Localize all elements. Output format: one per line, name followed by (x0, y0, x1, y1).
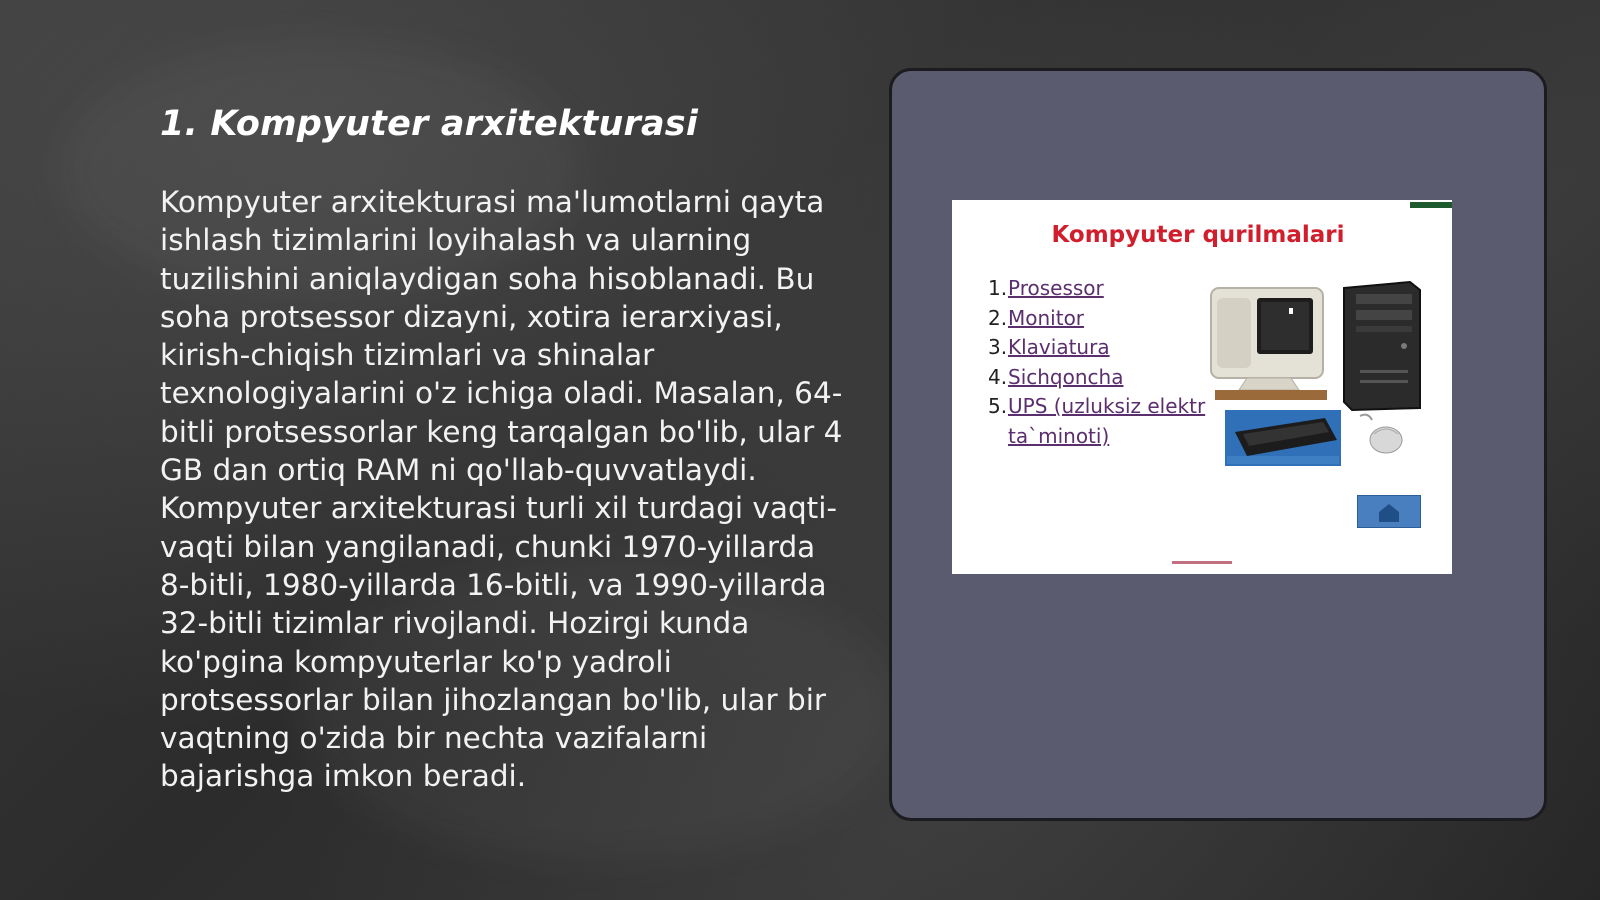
link-ups-cont[interactable]: ta`minoti) (1008, 423, 1110, 448)
embedded-slide-title: Kompyuter qurilmalari (1051, 222, 1345, 248)
embedded-footer (1172, 561, 1232, 564)
link-ups[interactable]: UPS (uzluksiz elektr (1008, 394, 1206, 419)
link-sichqoncha[interactable]: Sichqoncha (1008, 364, 1124, 389)
list-item-continuation (988, 422, 1205, 452)
link-prosessor[interactable]: Prosessor (1008, 276, 1104, 300)
logo-tag (1410, 202, 1452, 208)
list-number: 1. (988, 276, 1008, 300)
home-icon (1376, 501, 1402, 523)
image-frame (889, 68, 1547, 821)
list-item (988, 274, 1205, 304)
list-item (988, 333, 1205, 363)
keyboard-image (1225, 410, 1341, 466)
pc-tower-image (1340, 280, 1424, 412)
crt-monitor-image (1207, 284, 1331, 402)
list-number: 5. (988, 394, 1008, 419)
list-number: 4. (988, 364, 1008, 389)
list-number: 3. (988, 335, 1008, 360)
list-item (988, 304, 1205, 334)
link-monitor[interactable]: Monitor (1008, 305, 1085, 330)
slide-body-text: Kompyuter arxitekturasi ma'lumotlarni qayta ishlash tizimlarini loyihalash va ularning tuzilishini aniqlaydigan soha hisoblanadi. Bu soha protsessor dizayni, xotira ierarxiyasi, kirish-chiqish tizimlari va shinalar texnologiyalarini o'z ichiga oladi. Masalan, 64-bitli protsessorlar keng tarqalgan bo'lib, ular 4 GB dan ortiq RAM ni qo'llab-quvvatlaydi. Kompyuter arxitekturasi turli xil turdagi vaqti-vaqti bilan yangilanadi, chunki 1970-yillarda 8-bitli, 1980-yillarda 16-bitli, va 1990-yillarda 32-bitli tizimlar rivojlandi. Hozirgi kunda ko'pgina kompyuterlar ko'p yadroli protsessorlar bilan jihozlangan bo'lib, ular bir vaqtning o'zida bir nechta vazifalarni bajarishga imkon beradi. (160, 185, 843, 794)
device-list (988, 274, 1205, 452)
home-nav-button[interactable] (1357, 495, 1421, 528)
mouse-image (1356, 410, 1408, 460)
slide-title: 1. Kompyuter arxitekturasi (160, 104, 699, 144)
list-item (988, 392, 1205, 422)
list-item (988, 363, 1205, 393)
list-number: 2. (988, 305, 1008, 330)
link-klaviatura[interactable]: Klaviatura (1008, 335, 1110, 360)
embedded-slide-image (952, 200, 1452, 574)
